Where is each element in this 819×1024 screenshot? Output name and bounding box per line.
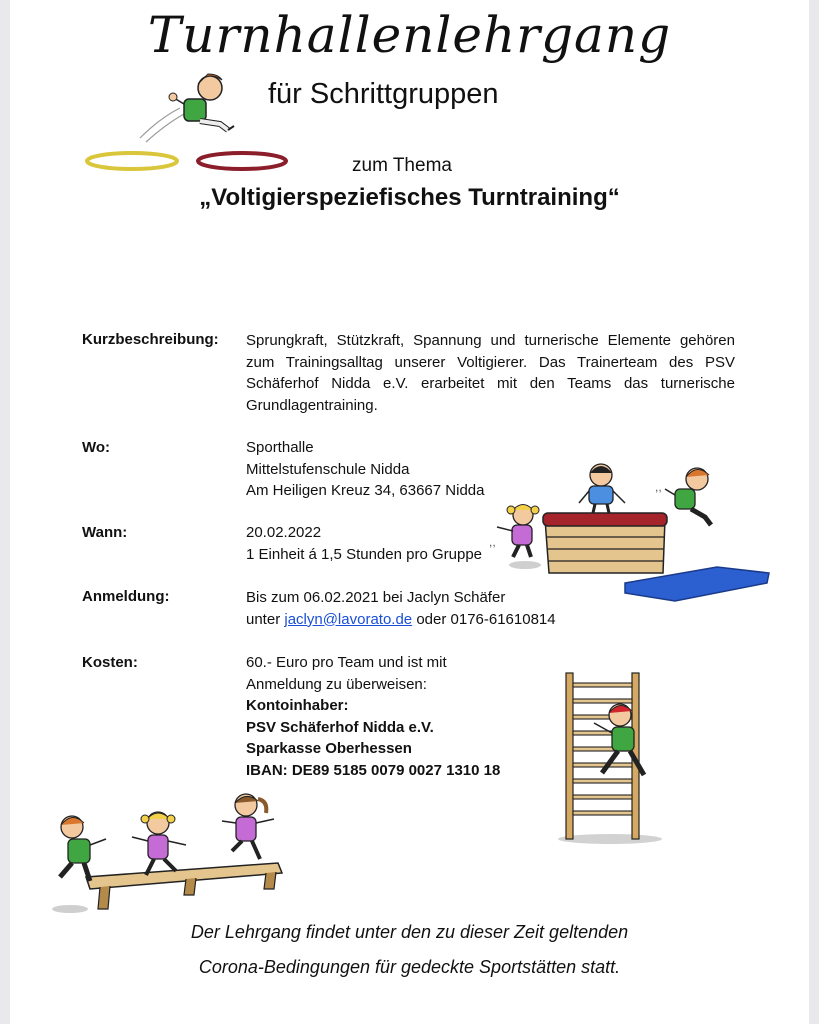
kosten-line: 60.- Euro pro Team und ist mit bbox=[246, 654, 447, 671]
yellow-hoop-icon bbox=[87, 153, 177, 169]
topic-title: „Voltigierspeziefisches Turntraining“ bbox=[199, 184, 620, 211]
red-hoop-icon bbox=[198, 153, 286, 169]
email-link[interactable]: jaclyn@lavorato.de bbox=[284, 610, 413, 628]
bank-line: PSV Schäferhof Nidda e.V. bbox=[246, 718, 434, 736]
boy-running-icon bbox=[60, 816, 106, 881]
anmeldung-phone: oder 0176-61610814 bbox=[412, 610, 556, 628]
girl-running-icon bbox=[132, 812, 186, 875]
page-title: Turnhallenlehrgang bbox=[147, 6, 672, 64]
kosten-line: Anmeldung zu überweisen: bbox=[246, 675, 427, 693]
boy-on-box-icon bbox=[579, 464, 625, 513]
wann-line: 1 Einheit á 1,5 Stunden pro Gruppe bbox=[246, 545, 483, 563]
girl-jumping-icon bbox=[489, 505, 539, 558]
label-anmeldung: Anmeldung: bbox=[82, 588, 170, 605]
wo-line: Sporthalle bbox=[246, 439, 314, 456]
value-kosten bbox=[246, 652, 500, 781]
hoop-jumper-illustration bbox=[80, 66, 295, 176]
wann-line: 20.02.2022 bbox=[246, 524, 322, 541]
vaulting-box-illustration bbox=[485, 455, 775, 610]
label-wo: Wo: bbox=[82, 439, 111, 456]
topic-label: zum Thema bbox=[352, 155, 452, 176]
vaulting-box-icon bbox=[543, 513, 667, 573]
svg-text:,,: ,, bbox=[489, 535, 496, 549]
balance-bench-illustration bbox=[46, 785, 296, 915]
bank-line: Kontoinhaber: bbox=[246, 697, 349, 714]
page-subtitle: für Schrittgruppen bbox=[268, 78, 499, 110]
iban-line: IBAN: DE89 5185 0079 0027 1310 18 bbox=[246, 761, 501, 779]
value-wo bbox=[246, 437, 484, 502]
wall-bars-illustration bbox=[552, 665, 682, 845]
wo-line: Am Heiligen Kreuz 34, 63667 Nidda bbox=[246, 482, 485, 499]
value-wann bbox=[246, 522, 482, 565]
bank-line: Sparkasse Oberhessen bbox=[246, 740, 412, 757]
girl-balancing-icon bbox=[222, 794, 274, 859]
wo-line: Mittelstufenschule Nidda bbox=[246, 460, 410, 478]
footer-line-2: Corona-Bedingungen für gedeckte Sportstätten statt. bbox=[198, 957, 621, 977]
anmeldung-contact bbox=[246, 609, 556, 631]
label-kurzbeschreibung: Kurzbeschreibung: bbox=[82, 331, 219, 348]
label-wann: Wann: bbox=[82, 524, 128, 541]
balance-bench-icon bbox=[86, 863, 282, 909]
label-kosten: Kosten: bbox=[82, 654, 138, 671]
footer-line-1: Der Lehrgang findet unter den zu dieser Zeit geltenden bbox=[190, 922, 629, 942]
anmeldung-prefix: unter bbox=[246, 610, 285, 628]
anmeldung-line: Bis zum 06.02.2021 bei Jaclyn Schäfer bbox=[246, 589, 506, 606]
svg-text:,,: ,, bbox=[655, 480, 662, 494]
jumping-child-icon bbox=[169, 74, 234, 130]
value-kurzbeschreibung: Sprungkraft, Stützkraft, Spannung und turnerische Elemente gehören zum Trainingsalltag unserer Voltigierer. Das Trainerteam des PSV Schäferhof Nidda e.V. erarbeitet mit den Teams das turnerische Grundlagentraining. bbox=[246, 332, 735, 414]
